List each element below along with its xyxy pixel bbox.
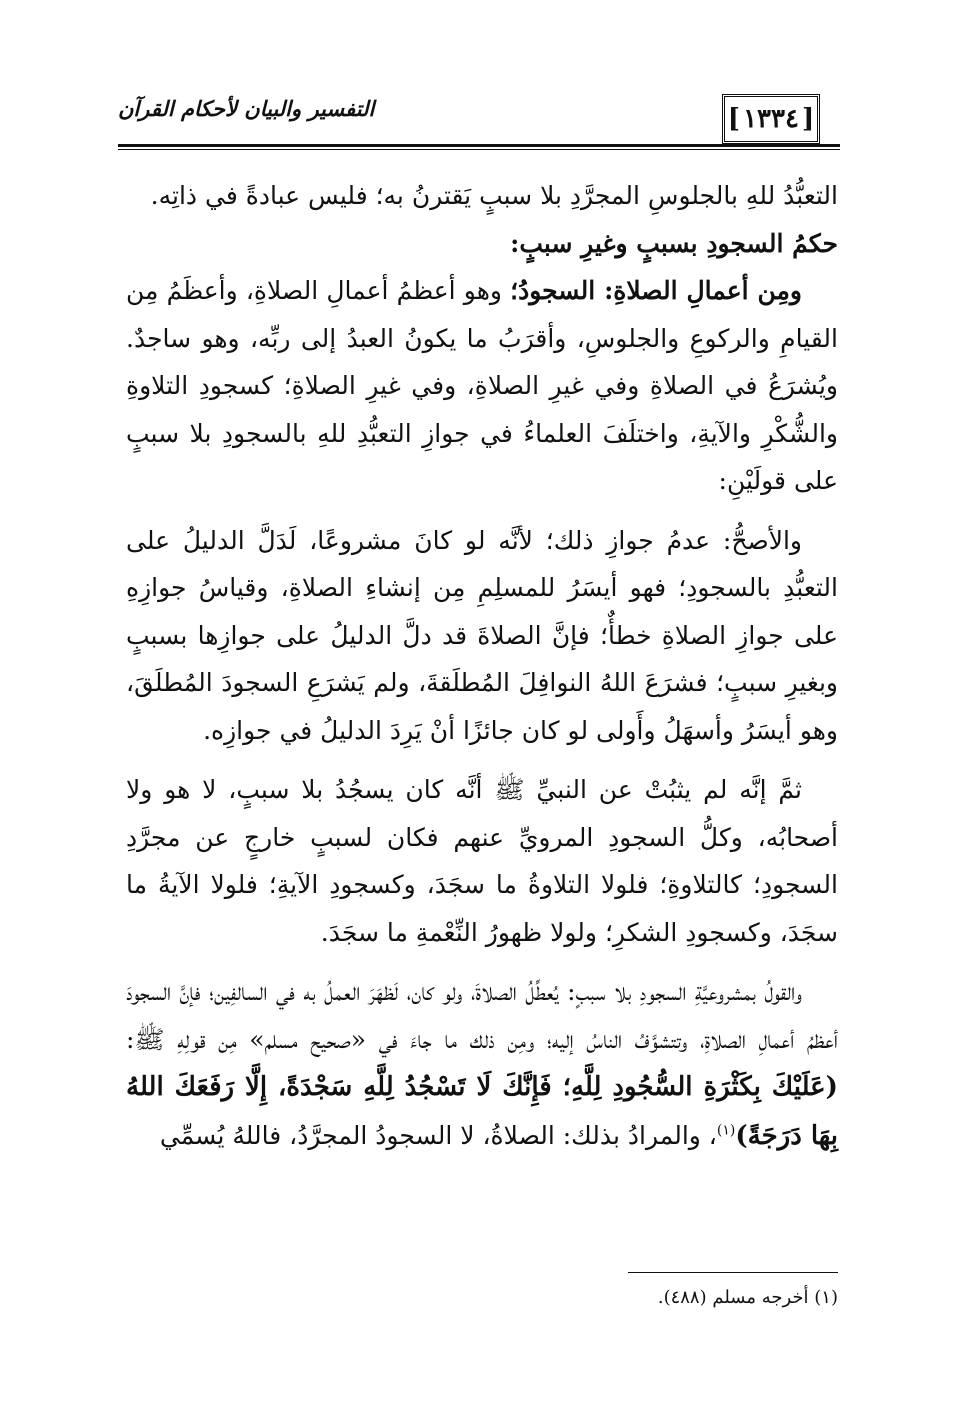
section-heading: حكمُ السجودِ بسببٍ وغيرِ سببٍ: (510, 228, 838, 258)
header-rule (118, 144, 840, 147)
footnote: (١) أخرجه مسلم (٤٨٨). (657, 1287, 838, 1308)
body-text (126, 172, 838, 1160)
paragraph-4-start: والقولُ بمشروعيَّةِ السجودِ بلا سببٍ: يُعطِّلُ الصلاةَ، ولو كان، لَظهَرَ العملُ به في السالفِين؛ فإنَّ السجودَ أعظمُ أعمالِ الصلاةِ، وتتشوَّفُ الناسُ إليه؛ ومِن ذلك ما جاءَ في «صحيح مسلم» مِن قولِهِ ﷺ: (126, 977, 838, 1054)
paragraph-1-text: وهو أعظمُ أعمالِ الصلاةِ، وأعظَمُ مِن القيامِ والركوعِ والجلوسِ، وأقرَبُ ما يكونُ العبدُ إلى ربِّه، وهو ساجدٌ. ويُشرَعُ في الصلاةِ وفي غيرِ الصلاةِ، وفي غيرِ الصلاةِ؛ كسجودِ التلاوةِ والشُّكْرِ والآيةِ، واختلَفَ العلماءُ في جوازِ التعبُّدِ للهِ بالسجودِ بلا سببٍ على قولَيْنِ: (126, 276, 838, 495)
paragraph-1-lead: ومِن أعمالِ الصلاةِ: السجودُ؛ (510, 276, 802, 305)
paragraph-2: والأصحُّ: عدمُ جوازِ ذلك؛ لأنَّه لو كانَ مشروعًا، لَدَلَّ الدليلُ على التعبُّدِ بالسجودِ؛ فهو أيسَرُ للمسلِمِ مِن إنشاءِ الصلاةِ، وقياسُ جوازِهِ على جوازِ الصلاةِ خطأٌ؛ فإنَّ الصلاةَ قد دلَّ الدليلُ على جوازِها بسببٍ وبغيرِ سببٍ؛ فشرَعَ اللهُ النوافِلَ المُطلَقةَ، ولم يَشرَعِ السجودَ المُطلَقَ، وهو أيسَرُ وأسهَلُ وأَولى لو كان جائزًا أنْ يَرِدَ الدليلُ في جوازِه. (126, 525, 838, 745)
paragraph-1 (126, 267, 838, 505)
hadith-quote: (عَلَيْكَ بِكَثْرَةِ السُّجُودِ لِلَّهِ؛ فَإِنَّكَ لَا تَسْجُدُ لِلَّهِ سَجْدَةً، إِلَّا رَفَعَكَ اللهُ بِهَا دَرَجَةً) (126, 1072, 838, 1151)
paragraph-continuation: التعبُّدُ للهِ بالجلوسِ المجرَّدِ بلا سببٍ يَقترنُ به؛ فليس عبادةً في ذاتِه. (150, 181, 838, 210)
paragraph-4 (126, 968, 838, 1160)
header-rule-thin (118, 149, 840, 150)
page-header (118, 92, 840, 150)
page-number: [ ١٣٣٤ ] (722, 94, 820, 144)
paragraph-3: ثمَّ إنَّه لم يثبُتْ عن النبيِّ ﷺ أنَّه كان يسجُدُ بلا سببٍ، لا هو ولا أصحابُه، وكلُّ السجودِ المرويِّ عنهم فكان لسببٍ خارجٍ عن مجرَّدِ السجودِ؛ كالتلاوةِ؛ فلولا التلاوةُ ما سجَدَ، وكسجودِ الآيةِ؛ فلولا الآيةُ ما سجَدَ، وكسجودِ الشكرِ؛ ولولا ظهورُ النِّعْمةِ ما سجَدَ. (126, 775, 838, 947)
paragraph-4-end: ، والمرادُ بذلك: الصلاةُ، لا السجودُ المجرَّدُ، فاللهُ يُسمِّي (159, 1120, 717, 1150)
footnote-rule (628, 1272, 838, 1273)
running-title: التفسير والبيان لأحكام القرآن (118, 96, 375, 121)
footnote-reference: (١) (716, 1122, 736, 1139)
